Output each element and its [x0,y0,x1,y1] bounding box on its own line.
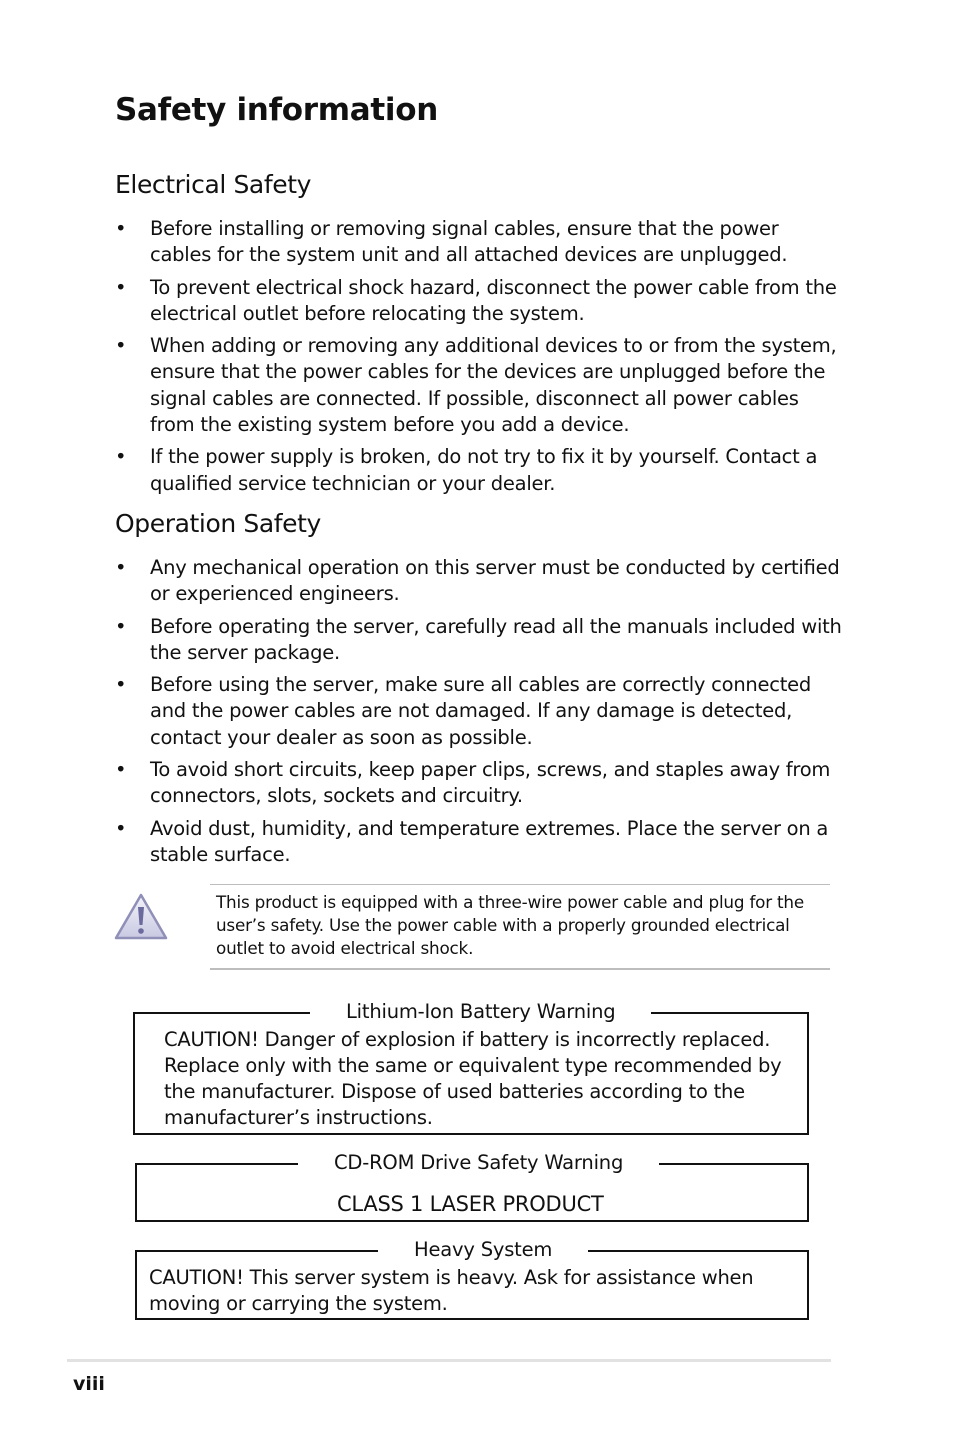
warning-triangle-icon [113,892,169,942]
cdrom-warning-text: CLASS 1 LASER PRODUCT [337,1192,604,1216]
list-item: • Any mechanical operation on this server must be conducted by certiﬁed or experienced engineers. [115,555,845,608]
list-item: • To avoid short circuits, keep paper clips, screws, and staples away from connectors, slots, sockets and circuitry. [115,757,845,810]
battery-warning-box [133,1000,809,1135]
list-item: • To prevent electrical shock hazard, disconnect the power cable from the electrical outlet before relocating the system. [115,275,845,328]
page-title: Safety information [115,92,438,128]
electrical-safety-heading: Electrical Safety [115,170,312,199]
page-number: viii [73,1373,105,1395]
note-text: This product is equipped with a three-wire power cable and plug for the user’s safety. Use the power cable with a properly grounded electrical outlet to avoid electrical shock. [216,892,804,958]
battery-warning-title: Lithium-Ion Battery Warning [310,1000,651,1024]
operation-safety-heading: Operation Safety [115,509,321,538]
cdrom-warning-box [135,1151,809,1222]
list-item: • When adding or removing any additional devices to or from the system, ensure that the power cables for the devices are unplugged before the signal cables are connected. If possible, disconnect all power cables from the existing system before you add a device. [115,333,845,438]
list-item: • Avoid dust, humidity, and temperature extremes. Place the server on a stable surface. [115,816,845,869]
safety-note [210,884,830,970]
electrical-safety-list [115,216,845,503]
battery-warning-text: CAUTION! Danger of explosion if battery is incorrectly replaced. Replace only with the same or equivalent type recommended by the manufacturer. Dispose of used batteries according to the manufacturer’s instructions. [164,1028,782,1129]
list-item: • Before installing or removing signal cables, ensure that the power cables for the system unit and all attached devices are unplugged. [115,216,845,269]
list-item: • If the power supply is broken, do not try to ﬁx it by yourself. Contact a qualiﬁed service technician or your dealer. [115,444,845,497]
heavy-system-warning-title: Heavy System [378,1238,588,1262]
heavy-system-warning-text: CAUTION! This server system is heavy. Ask for assistance when moving or carrying the system. [149,1266,754,1315]
cdrom-warning-title: CD-ROM Drive Safety Warning [298,1151,659,1175]
list-item: • Before operating the server, carefully read all the manuals included with the server package. [115,614,845,667]
operation-safety-list [115,555,845,874]
heavy-system-warning-box [135,1238,809,1320]
footer-divider [67,1359,831,1362]
list-item: • Before using the server, make sure all cables are correctly connected and the power cables are not damaged. If any damage is detected, contact your dealer as soon as possible. [115,672,845,751]
